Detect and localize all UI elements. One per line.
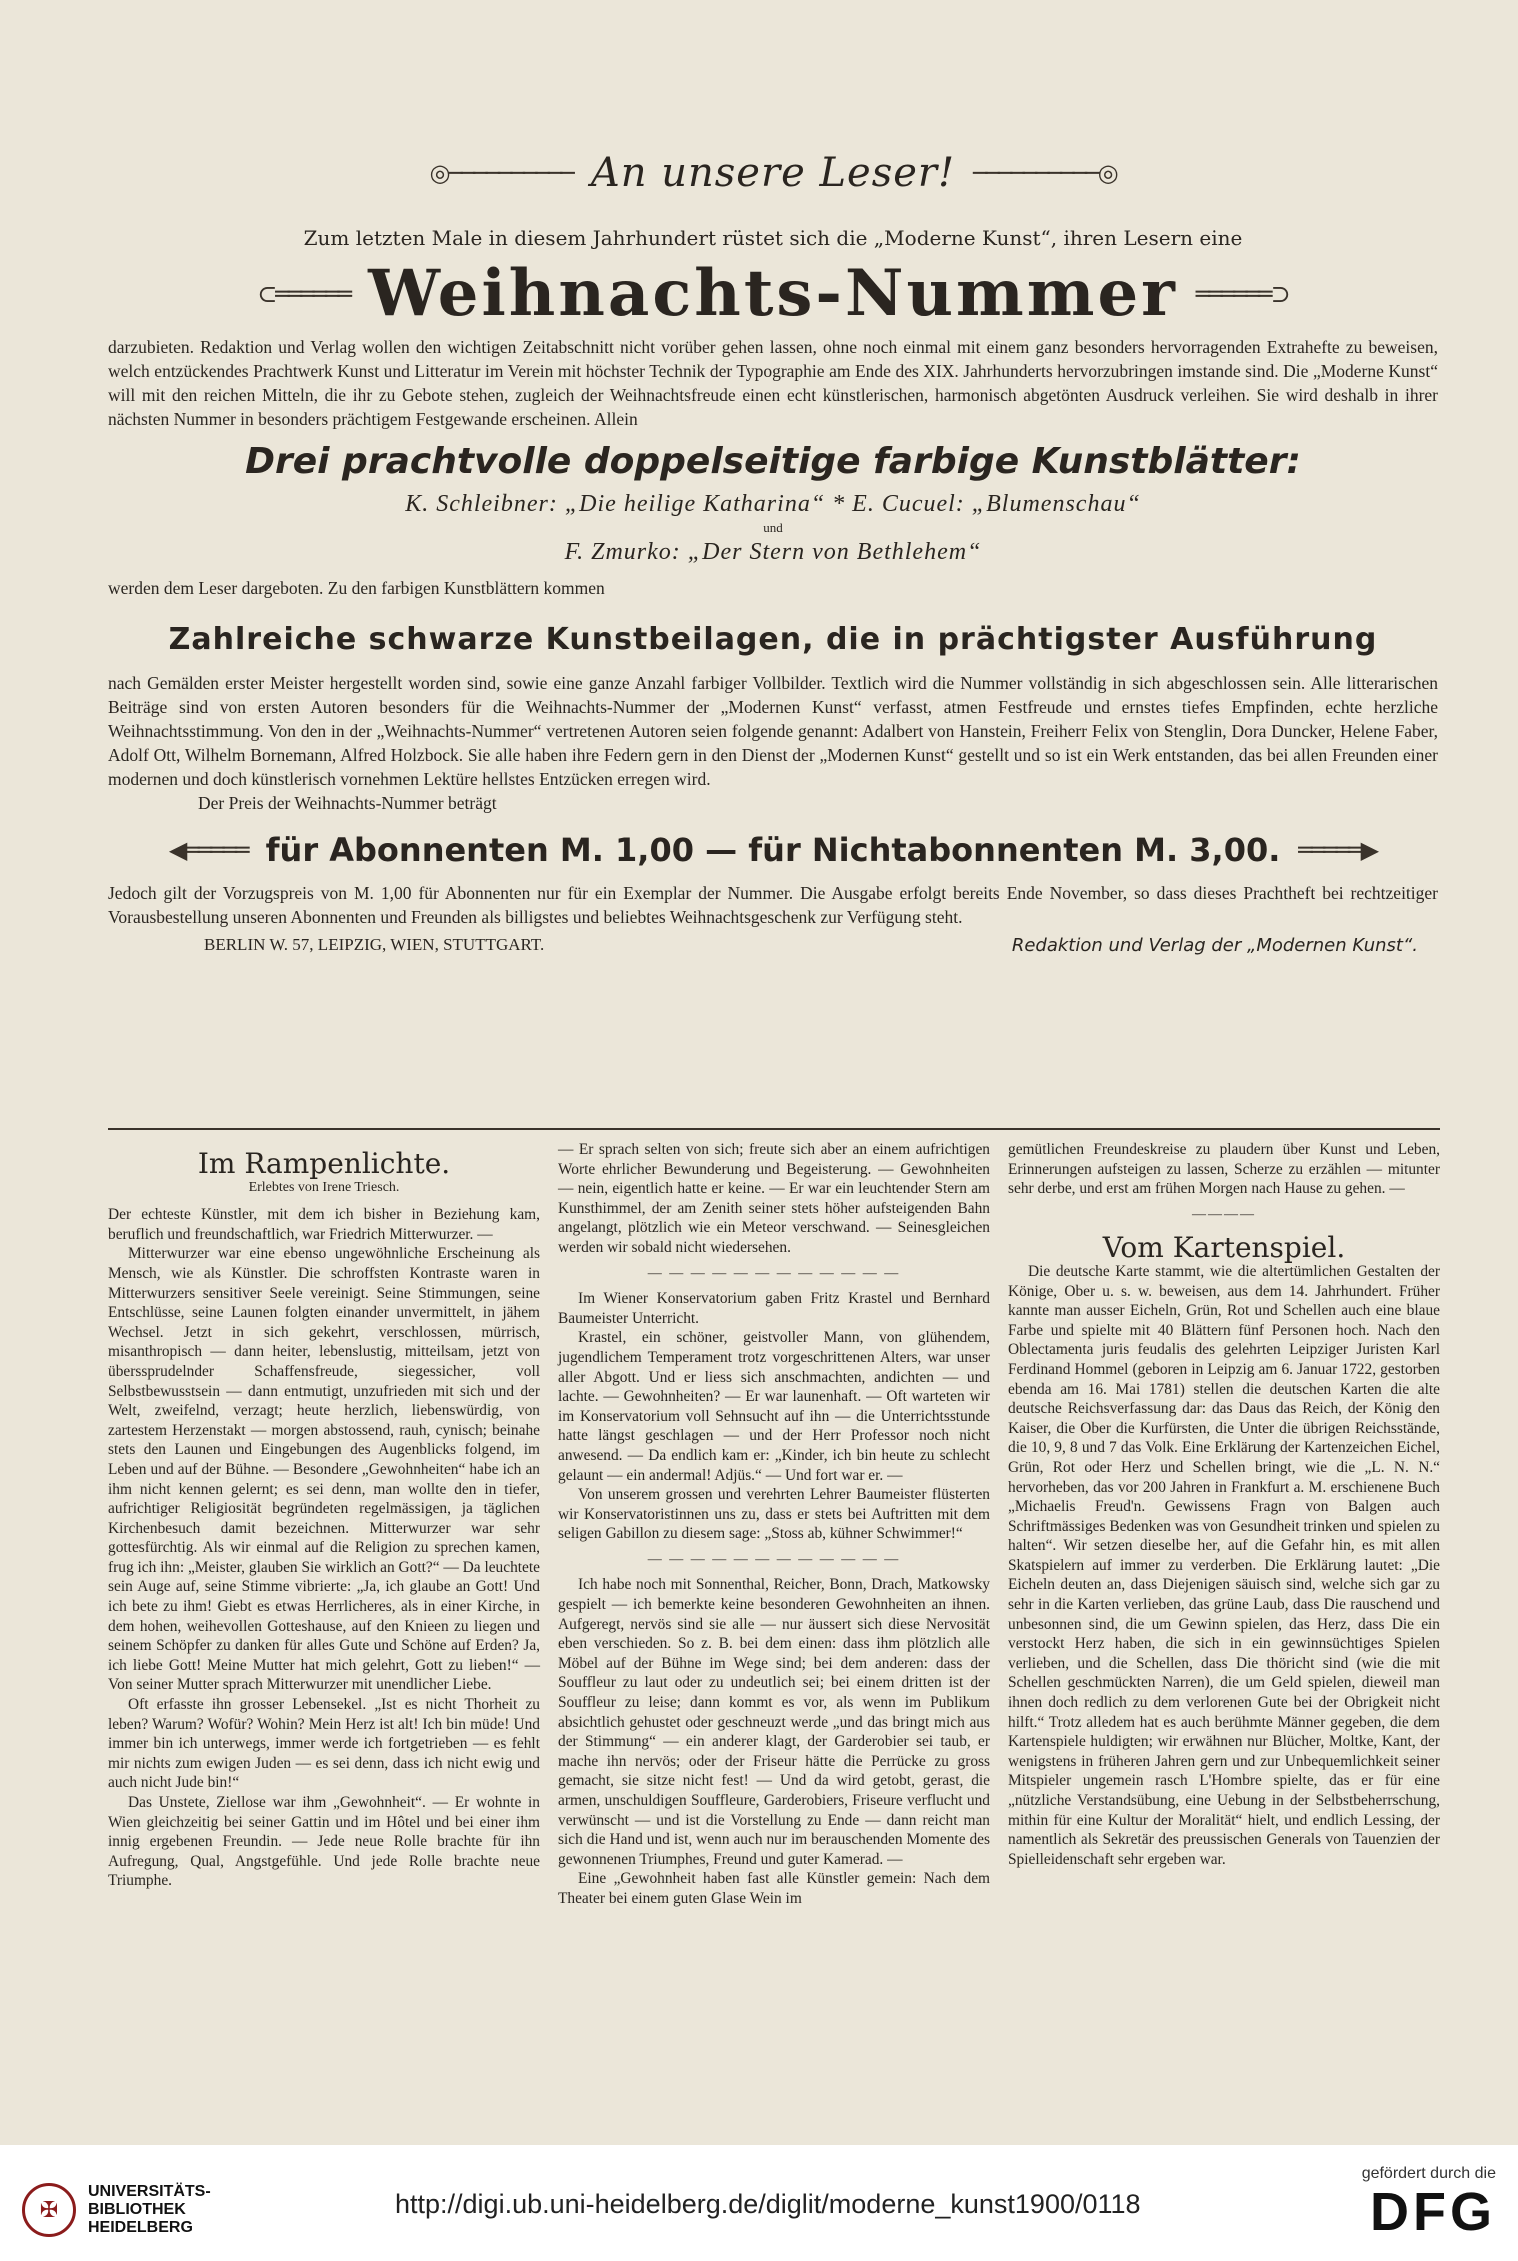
flourish-left-icon: ⊂══════ bbox=[257, 279, 351, 308]
ad-paragraph-3: nach Gemälden erster Meister hergestellt worden sind, sowie eine ganze Anzahl farbiger Vollbilder. Textlich wird die Nummer vollständig in sich abgeschlossen sein. Alle litterarischen Beiträge sind von ersten Autoren besonders für die Weihnachts-Nummer der „Modernen Kunst“ verfasst, atmen Festfreude und ernstes tiefes Empfinden, echte herzliche Weihnachtsstimmung. Von den in der „Weihnachts-Nummer“ vertretenen Autoren seien folgende genannt: Adalbert von Hanstein, Freiherr Felix von Stenglin, Dora Duncker, Helene Faber, Adolf Ott, Wilhelm Bornemann, Alfred Holzbock. Sie alle haben ihre Federn gern in den Dienst der „Modernen Kunst“ gestellt und so ist ein Werk entstanden, das bei allen Freunden einer modernen und doch künstlerisch vornehmen Lektüre hellstes Entzücken erregen wird. bbox=[108, 673, 1438, 789]
article-1-title: Im Rampenlichte. bbox=[197, 1147, 451, 1180]
library-name bbox=[88, 2183, 211, 2237]
ad-intro: Zum letzten Male in diesem Jahrhundert rüstet sich die „Moderne Kunst“, ihren Lesern eine bbox=[303, 226, 1243, 250]
ad-paragraph-1: darzubieten. Redaktion und Verlag wollen den wichtigen Zeitabschnitt nicht vorüber gehen lassen, ohne noch einmal mit einem ganz besonders hervorragenden Extrahefte zu beweisen, welch entzückendes Prachtwerk Kunst und Litteratur im Verein mit höchster Technik der Typographie am Ende des XIX. Jahrhunderts hervorzubringen imstande sind. Die „Moderne Kunst“ will mit den reichen Mitteln, die ihr zu Gebote stehen, zugleich der Weihnachtsfreude einen echt künstlerischen, harmonisch abgetönten Ausdruck verleihen. Sie wird deshalb in ihrer nächsten Nummer in besonders prächtigem Festgewande erscheinen. Allein bbox=[108, 337, 1438, 429]
price-row bbox=[108, 831, 1438, 869]
article-paragraph: Eine „Gewohnheit haben fast alle Künstler gemein: Nach dem Theater bei einem guten Glase Wein im bbox=[558, 1870, 990, 1907]
source-url-link[interactable]: http://digi.ub.uni-heidelberg.de/diglit/moderne_kunst1900/0118 bbox=[395, 2189, 1141, 2219]
article-paragraph: Das Unstete, Ziellose war ihm „Gewohnheit“. — Er wohnte in Wien gleichzeitig bei seiner Gattin und im Hôtel und bei einer ihm innig ergebenen Freundin. — Jede neue Rolle brachte für ihn Aufregung, Qual, Angstgefühle. Und jede Rolle brachte neue Triumphe. bbox=[108, 1794, 540, 1890]
ad-signature: Redaktion und Verlag der „Modernen Kunst“. bbox=[1011, 935, 1418, 956]
library-name-line: HEIDELBERG bbox=[88, 2219, 193, 2236]
article-paragraph: Im Wiener Konservatorium gaben Fritz Krastel und Bernhard Baumeister Unterricht. bbox=[558, 1290, 990, 1327]
divider-rule bbox=[108, 1128, 1440, 1130]
article-paragraph: Die deutsche Karte stammt, wie die altertümlichen Gestalten der Könige, Ober u. s. w. beweisen, aus dem 14. Jahrhundert. Früher kannte man ausser Eicheln, Grün, Rot und Schellen auch eine blaue Farbe und spielte mit 40 Blättern fünf Personen hoch. Nach den Oblectamenta juris feudalis des gelehrten Leipziger Juristen Karl Ferdinand Hommel (geboren in Leipzig am 6. Januar 1722, gestorben ebenda am 16. Mai 1781) stellen die deutschen Karten die alte deutsche Reichsverfassung dar: das Daus das Reich, der König den Kaiser, die Ober die Kurfürsten, die Unter die übrigen Reichsstände, die 10, 9, 8 und 7 das Volk. Eine Erklärung der Kartenzeichen Eichel, Grün, Rot oder Herz und Schellen bringt, wie die „L. N. N.“ hervorheben, das vor 200 Jahren in Frankfurt a. M. erschienene Buch „Michaelis Freud'n. Gewissens Fragn von Balgen auch Schriftmässiges Bedenken was von Gesundheit trinken und spielen zu halten“. Wir setzen dieselbe her, auf die Gefahr hin, es mit allen Skatspielern auf immer zu verderben. Die Erklärung lautet: „Die Eicheln deuten an, dass Diejenigen säuisch sind, welche sich gar zu sehr in die Karten verlieben, das grüne Laub, dass Die rauschend und unbesonnen sind, die um Gewinn spielen, das Herz, dass Die ein verstockt Herz haben, die sich in ein gewinnsüchtiges Spielen verlieben, und die Schellen, dass Die thöricht sind (wie die mit Schellen geschmückten Narren), die um Geld spielen, dieweil man ihnen doch redlich zu dem verlorenen Gute bei der Obrigkeit nicht hilft.“ Trotz alledem hat es auch berühmte Männer gegeben, die dem Kartenspiele huldigten; wir erwähnen nur Blücher, Moltke, Kant, der wenigstens in früheren Jahren gern und zur Unbequemlichkeit seiner Mitspieler ungemein rasch L'Hombre spielte, das er für eine „nützliche Verstandsübung, eine Uebung in der Selbstbeherrschung, mithin für eine Kultur der Moralität“ hielt, und endlich Lessing, der namentlich als Sekretär des preussischen Generals von Tauenzien der Spielleidenschaft sehr ergeben war. bbox=[1008, 1262, 1440, 1868]
separator: — — — — — — — — — — — — bbox=[647, 1265, 901, 1281]
ad-cities: BERLIN W. 57, LEIPZIG, WIEN, STUTTGART. bbox=[204, 935, 545, 954]
article-paragraph: Ich habe noch mit Sonnenthal, Reicher, Bonn, Drach, Matkowsky gespielt — ich bemerkte keine besonderen Gewohnheiten an ihnen. Aufgeregt, nervös sind sie alle — nur äussert sich diese Nervosität eben verschieden. So z. B. bei dem einen: dass ihm plötzlich alle Möbel auf der Bühne im Wege sind; bei dem anderen: dass der Souffleur zu laut oder zu undeutlich sei; bei einem dritten ist der Souffleur zu leise; dann kommt es vor, als wenn im Publikum absichtlich gehustet oder geschneuzt werde „und das bringt mich aus der Stimmung“ — ein anderer klagt, der Garderobier sei taub, er mache ihn nervös; oder der Friseur hätte die Perrücke zu gross gemacht, sie sitze nicht fest! — Und da wird getobt, gerast, die armen, unschuldigen Souffleure, Garderobiers, Friseure verflucht und verwünscht — und ist die Vorstellung zu Ende — dann reicht man sich die Hand und ist, wenn auch nur im berauschenden Momente des gewonnenen Triumphes, Freund und guter Kamerad. — bbox=[558, 1576, 990, 1868]
article-paragraph: Mitterwurzer war eine ebenso ungewöhnliche Erscheinung als Mensch, wie als Künstler. Die schroffsten Kontraste waren in Mitterwurzers sensitiver Seele vereinigt. Seine Stimmungen, seine Entschlüsse, seine Launen folgten einander unvermittelt, in jähem Wechsel. Jetzt in sich gekehrt, verschlossen, mürrisch, misanthropisch — dann heiter, lebenslustig, mitteilsam, jetzt von überssprudelnder Schaffensfreude, siegessicher, voll Selbstbewusstsein — dann entmutigt, unzufrieden mit sich und der Welt, zweifelnd, verzagt; heute herzlich, liebenswürdig, von zartestem Herzenstakt — morgen abstossend, rauh, cynisch; beinahe stets den Launen und Eingebungen des Augenblicks folgend, im Leben und auf der Bühne. — Besondere „Gewohnheiten“ habe ich an ihm nicht kennen gelernt; es sei denn, man wollte den in tiefer, aufrichtiger Religiosität begründeten regelmässigen, ja täglichen Kirchenbesuch damit bezeichnen. Mitterwurzer war sehr gottesfürchtig. Als wir einmal auf die Religion zu sprechen kamen, frug ich ihn: „Meister, glauben Sie wirklich an Gott?“ — Da leuchtete sein Auge auf, seine Stimme vibrierte: „Ja, ich glaube an Gott! Und ich bete zu ihm! Giebt es etwas Herrlicheres, als in einer Kirche, in dem hohen, weihevollen Gotteshause, auf den Knieen zu liegen und seinem Schöpfer zu danken für alles Gute und Schöne auf Erden? Ja, ich liebe Gott! Meine Mutter hat mich gelehrt, Gott zu lieben!“ — Von seiner Mutter sprach Mitterwurzer mit unendlicher Liebe. bbox=[108, 1245, 540, 1694]
article-1-byline: Erlebtes von Irene Triesch. bbox=[248, 1179, 400, 1195]
column-3 bbox=[1008, 1140, 1440, 1909]
artist-line-2: F. Zmurko: „Der Stern von Bethlehem“ bbox=[564, 539, 982, 565]
ad-headline: Weihnachts-Nummer bbox=[368, 256, 1178, 331]
flourish-left-icon: ◀═════ bbox=[168, 836, 248, 864]
artist-und: und bbox=[763, 520, 783, 535]
ad-heading-row bbox=[108, 150, 1438, 196]
article-paragraph: — Er sprach selten von sich; freute sich aber an einem aufrichtigen Worte ehrlicher Bewunderung und Begeisterung. — Gewohnheiten — nein, eigentlich hatte er keine. — Er war ein leuchtender Stern am Kunsthimmel, der am Zenith seiner stets höher aufsteigenden Bahn angelangt, plötzlich wie ein Meteor verschwand. — Seinesgleichen werden wir sobald nicht wiedersehen. bbox=[558, 1141, 990, 1256]
price-line: für Abonnenten M. 1,00 — für Nichtabonnenten M. 3,00. bbox=[265, 831, 1281, 869]
dfg-logo[interactable] bbox=[1362, 2165, 1496, 2241]
separator: ———— bbox=[1192, 1206, 1256, 1222]
library-logo[interactable] bbox=[22, 2183, 211, 2237]
flourish-right-icon: ──────────◎ bbox=[973, 159, 1117, 187]
funded-by-text: gefördert durch die bbox=[1361, 2165, 1496, 2182]
article-3-title: Vom Kartenspiel. bbox=[1102, 1231, 1346, 1265]
article-paragraph: Krastel, ein schöner, geistvoller Mann, von glühendem, jugendlichem Temperament trotz vorgeschrittenen Alters, war unser aller Abgott. Und er liess sich anschmachten, andichten — und lachte. — Gewohnheiten? — Er war launenhaft. — Oft warteten wir im Konservatorium voll Sehnsucht auf ihn — die Unterrichtsstunde hatte längst geschlagen — und der Herr Professor noch nicht anwesend. — Da endlich kam er: „Kinder, ich bin heute zu schlecht gelaunt — ein andermal! Adjüs.“ — Und fort war er. — bbox=[558, 1329, 990, 1484]
flourish-right-icon: ══════⊃ bbox=[1195, 279, 1289, 308]
dfg-wordmark: DFG bbox=[1370, 2182, 1496, 2242]
ad-paragraph-2: werden dem Leser dargeboten. Zu den farbigen Kunstblättern kommen bbox=[108, 578, 605, 598]
artist-line-1: K. Schleibner: „Die heilige Katharina“ * E. Cucuel: „Blumenschau“ bbox=[405, 491, 1141, 517]
ad-paragraph-5: Jedoch gilt der Vorzugspreis von M. 1,00 für Abonnenten nur für ein Exemplar der Nummer. Die Ausgabe erfolgt bereits Ende November, so dass dieses Prachtheft bei rechtzeitiger Vorausbestellung unseren Abonnenten und Freunden als billigstes und beliebtes Weihnachtsgeschenk zur Verfügung steht. bbox=[108, 883, 1438, 927]
ad-heading: An unsere Leser! bbox=[590, 150, 956, 196]
ad-footer bbox=[108, 935, 1438, 956]
article-paragraph: gemütlichen Freundeskreise zu plaudern über Kunst und Leben, Erinnerungen aufsteigen zu lassen, Scherze zu erzählen — mitunter sehr derbe, und erst am frühen Morgen nach Hause zu gehen. — bbox=[1008, 1141, 1440, 1198]
article-paragraph: Von unserem grossen und verehrten Lehrer Baumeister flüsterten wir Konservatoristinnen uns zu, dass er stets bei Auftritten mit dem seligen Gabillon zu diesem sage: „Stoss ab, kühner Schwimmer!“ bbox=[558, 1486, 990, 1543]
library-name-line: BIBLIOTHEK bbox=[88, 2201, 186, 2218]
headline-row bbox=[108, 256, 1438, 331]
library-banner bbox=[0, 2145, 1518, 2261]
ad-drei-heading: Drei prachtvolle doppelseitige farbige Kunstblätter: bbox=[245, 441, 1301, 482]
flourish-right-icon: ═════▶ bbox=[1298, 836, 1378, 864]
article-paragraph: Oft erfasste ihn grosser Lebensekel. „Ist es nicht Thorheit zu leben? Warum? Wofür? Wohin? Mein Herz ist alt! Ich bin müde! Und immer bin ich unterwegs, immer werde ich fortgetrieben — es fehlt mir nichts zum ewigen Juden — es sei denn, dass ich nicht ewig und auch nicht Jude bin!“ bbox=[108, 1696, 540, 1792]
advertisement bbox=[108, 150, 1438, 956]
ad-paragraph-4: Der Preis der Weihnachts-Nummer beträgt bbox=[198, 793, 497, 813]
flourish-left-icon: ◎────────── bbox=[429, 159, 573, 187]
separator: — — — — — — — — — — — — bbox=[647, 1551, 901, 1567]
article-columns bbox=[108, 1140, 1440, 1909]
article-paragraph: Der echteste Künstler, mit dem ich bisher in Beziehung kam, beruflich und freundschaftlich, war Friedrich Mitterwurzer. — bbox=[108, 1206, 540, 1243]
column-1 bbox=[108, 1140, 540, 1909]
library-name-line: UNIVERSITÄTS- bbox=[88, 2183, 211, 2200]
column-2 bbox=[558, 1140, 990, 1909]
ad-zahl-heading: Zahlreiche schwarze Kunstbeilagen, die in prächtigster Ausführung bbox=[168, 622, 1378, 657]
university-seal-icon: ✠ bbox=[22, 2183, 76, 2237]
